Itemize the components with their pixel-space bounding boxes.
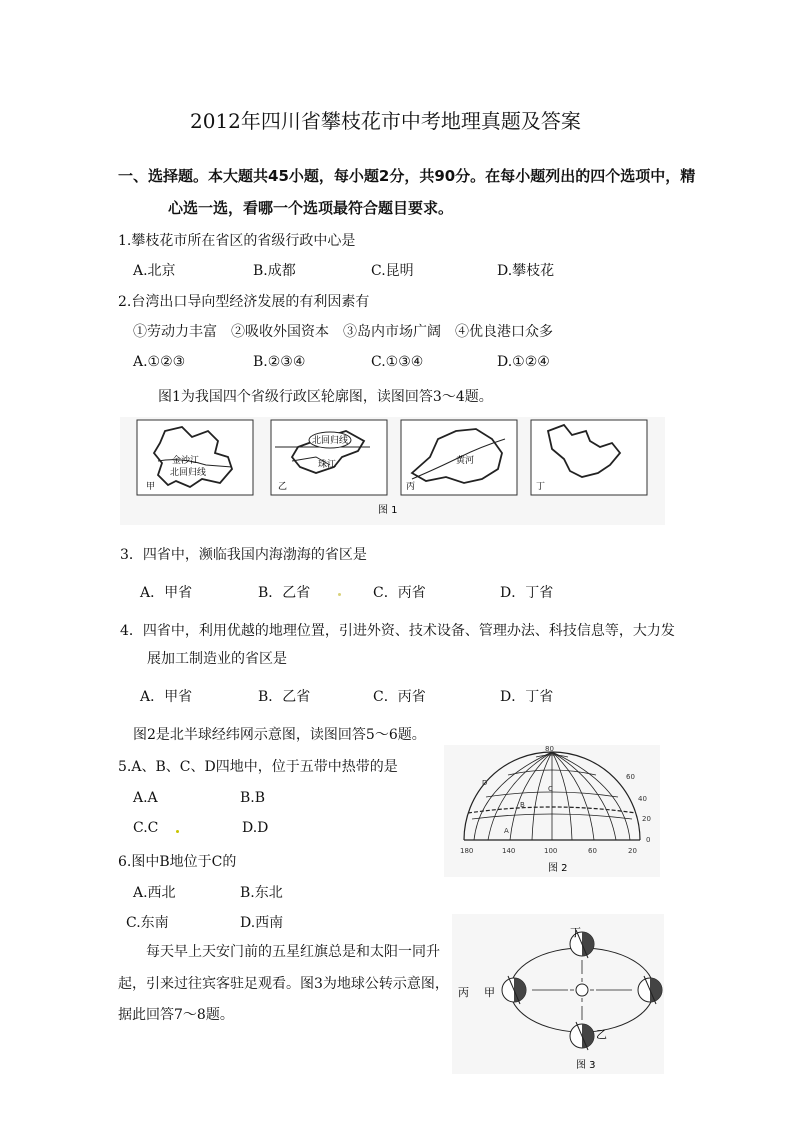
q2-factor-2: ②吸收外国资本 [231,324,329,340]
stray-dot [338,593,341,596]
fig2-lat-label-20: 20 [642,815,651,823]
q1-stem: 1.攀枝花市所在省区的省级行政中心是 [118,233,356,249]
q3-option-a: A．甲省 [140,585,193,601]
fig2-lon-label-180: 180 [460,847,474,855]
fig2-lat-label-80: 80 [545,745,554,753]
q2-option-a: A.①②③ [133,354,186,370]
fig3-label-ding: 丁 [570,926,581,939]
fig3-caption: 图 3 [576,1060,596,1071]
fig1-jia-label: 甲 [146,482,156,492]
q3-option-d: D．丁省 [500,585,554,601]
q5-option-d: D.D [242,820,269,836]
fig2-point-d: D [482,779,488,787]
q2-option-b: B.②③④ [253,354,306,370]
fig2-lon-label-140: 140 [502,847,516,855]
fig3-label-jia: 甲 [484,986,495,999]
fig2-point-b: B [520,801,525,809]
q1-option-c: C.昆明 [371,263,414,279]
q5-option-a: A.A [133,790,158,806]
fig2-intro: 图2是北半球经纬网示意图，读图回答5～6题。 [133,727,426,743]
q1-option-d: D.攀枝花 [497,263,555,279]
paragraph-line3: 据此回答7～8题。 [118,1007,234,1023]
fig2-lon-label-60: 60 [588,847,597,855]
q6-option-a: A.西北 [133,885,176,901]
q5-option-c: C.C [133,820,159,836]
section-header-line2: 心选一选，看哪一个选项最符合题目要求。 [168,199,454,217]
q3-stem: 3．四省中，濒临我国内海渤海的省区是 [120,547,367,563]
q2-option-c: C.①③④ [371,354,424,370]
q4-option-d: D．丁省 [500,689,554,705]
fig1-bing-label: 丙 [406,482,416,492]
fig2-point-a: A [504,827,509,835]
q6-option-d: D.西南 [240,915,284,931]
fig1-yi-text-2: 珠江 [318,460,337,470]
fig2-point-c: C [548,785,553,793]
paragraph-line2: 起，引来过往宾客驻足观看。图3为地球公转示意图， [118,976,449,992]
q5-option-b: B.B [240,790,266,806]
q4-stem-line2: 展加工制造业的省区是 [147,651,287,667]
fig1-ding-label: 丁 [536,482,546,492]
sun-icon [576,984,588,996]
fig2-lon-label-20: 20 [628,847,637,855]
fig2-lat-label-40: 40 [638,795,647,803]
q3-option-c: C．丙省 [373,585,426,601]
section-header-line1: 一、选择题。本大题共45小题，每小题2分，共90分。在每小题列出的四个选项中，精 [118,167,696,185]
q2-factor-4: ④优良港口众多 [455,324,553,340]
q6-stem: 6.图中B地位于C的 [118,854,237,870]
q4-stem-line1: 4．四省中，利用优越的地理位置，引进外资、技术设备、管理办法、科技信息等，大力发 [120,623,675,639]
fig1-yi-text-1: 北回归线 [312,436,349,446]
fig1-jia-text-1: 金沙江 [172,456,200,466]
page-title: 2012年四川省攀枝花市中考地理真题及答案 [190,109,581,133]
q6-option-c: C.东南 [126,915,169,931]
fig1-caption: 图 1 [378,505,398,516]
fig3-label-bing: 丙 [458,986,469,999]
q4-option-a: A．甲省 [140,689,193,705]
fig1-yi-label: 乙 [278,482,288,492]
q3-option-b: B．乙省 [258,585,311,601]
fig3-label-yi: 乙 [596,1028,607,1041]
q4-option-b: B．乙省 [258,689,311,705]
figure-1-province-outlines [120,417,665,525]
q6-option-b: B.东北 [240,885,283,901]
fig1-bing-text-1: 黄河 [456,456,475,466]
fig1-panel-yi [271,420,387,495]
q2-factor-3: ③岛内市场广阔 [343,324,441,340]
fig1-intro: 图1为我国四个省级行政区轮廓图，读图回答3～4题。 [158,389,493,405]
q1-option-a: A.北京 [133,263,176,279]
q2-stem: 2.台湾出口导向型经济发展的有利因素有 [118,294,370,310]
fig2-lat-label-60: 60 [626,773,635,781]
figure-3-earth-revolution [452,914,664,1074]
fig1-jia-text-2: 北回归线 [170,468,207,478]
q1-option-b: B.成都 [253,263,296,279]
paragraph-line1: 每天早上天安门前的五星红旗总是和太阳一同升 [146,944,440,960]
q4-option-c: C．丙省 [373,689,426,705]
fig2-lon-label-100: 100 [544,847,558,855]
q5-stem: 5.A、B、C、D四地中，位于五带中热带的是 [118,759,398,775]
fig2-caption: 图 2 [548,863,568,874]
fig2-lat-label-0: 0 [646,836,651,844]
q2-option-d: D.①②④ [497,354,550,370]
q2-factor-1: ①劳动力丰富 [133,324,217,340]
stray-dot [176,830,179,833]
figure-2-graticule [444,745,660,877]
